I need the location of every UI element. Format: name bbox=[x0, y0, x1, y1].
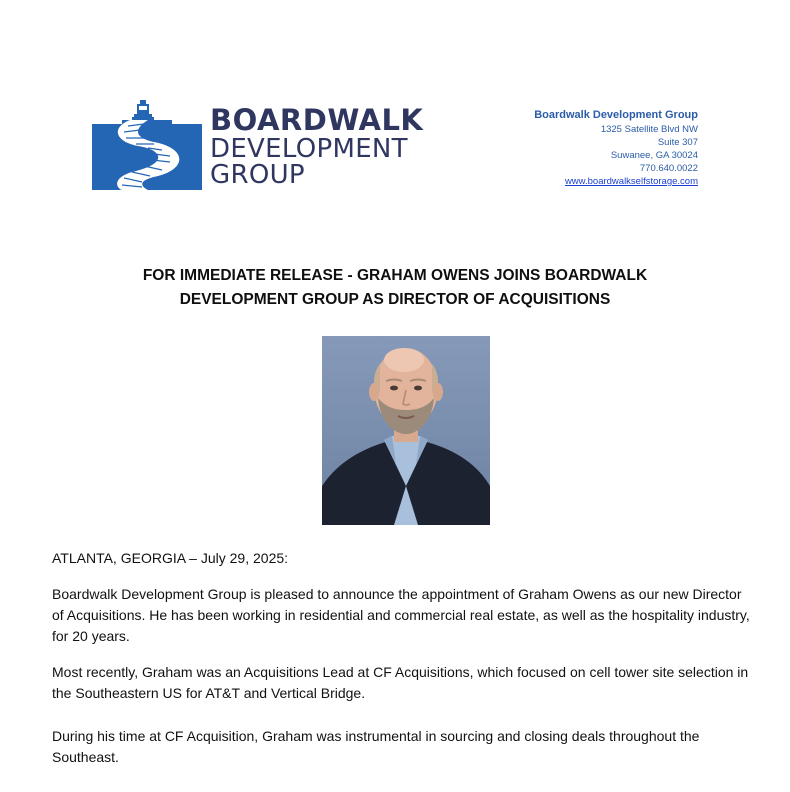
website-link[interactable]: www.boardwalkselfstorage.com bbox=[564, 176, 698, 187]
title-line-1: FOR IMMEDIATE RELEASE - GRAHAM OWENS JOINS BOARDWALK bbox=[142, 267, 648, 284]
paragraph-announcement: Boardwalk Development Group is pleased to announce the appointment of Graham Owens as our new Director of Acquisitions. He has been working in residential and commercial real estate, as well as the hospitality industry, for 20 years. bbox=[52, 586, 750, 644]
address-company-name: Boardwalk Development Group bbox=[534, 109, 698, 121]
logo-line-development: DEVELOPMENT bbox=[210, 134, 408, 164]
address-city: Suwanee, GA 30024 bbox=[610, 150, 698, 161]
boardwalk-logo bbox=[92, 98, 432, 194]
logo-wordmark bbox=[210, 104, 423, 188]
headshot-photo bbox=[322, 336, 490, 525]
logo-line-group: GROUP bbox=[210, 160, 305, 190]
paragraph-cf-acquisition: During his time at CF Acquisition, Graham was instrumental in sourcing and closing deals throughout the Southeast. bbox=[52, 728, 700, 765]
address-phone: 770.640.0022 bbox=[639, 163, 698, 174]
boardwalk-lighthouse-icon bbox=[92, 98, 202, 192]
company-address-block bbox=[534, 108, 698, 188]
paragraph-recent-role: Most recently, Graham was an Acquisitions Lead at CF Acquisitions, which focused on cell tower site selection in the Southeastern US for AT&T and Vertical Bridge. bbox=[52, 664, 749, 701]
title-line-2: DEVELOPMENT GROUP AS DIRECTOR OF ACQUISITIONS bbox=[179, 291, 611, 308]
press-release-title bbox=[0, 264, 790, 312]
dateline: ATLANTA, GEORGIA – July 29, 2025: bbox=[52, 550, 289, 566]
headshot-illustration bbox=[322, 336, 490, 525]
address-suite: Suite 307 bbox=[657, 137, 698, 148]
logo-line-boardwalk: BOARDWALK bbox=[210, 103, 424, 137]
address-street: 1325 Satellite Blvd NW bbox=[600, 124, 698, 135]
